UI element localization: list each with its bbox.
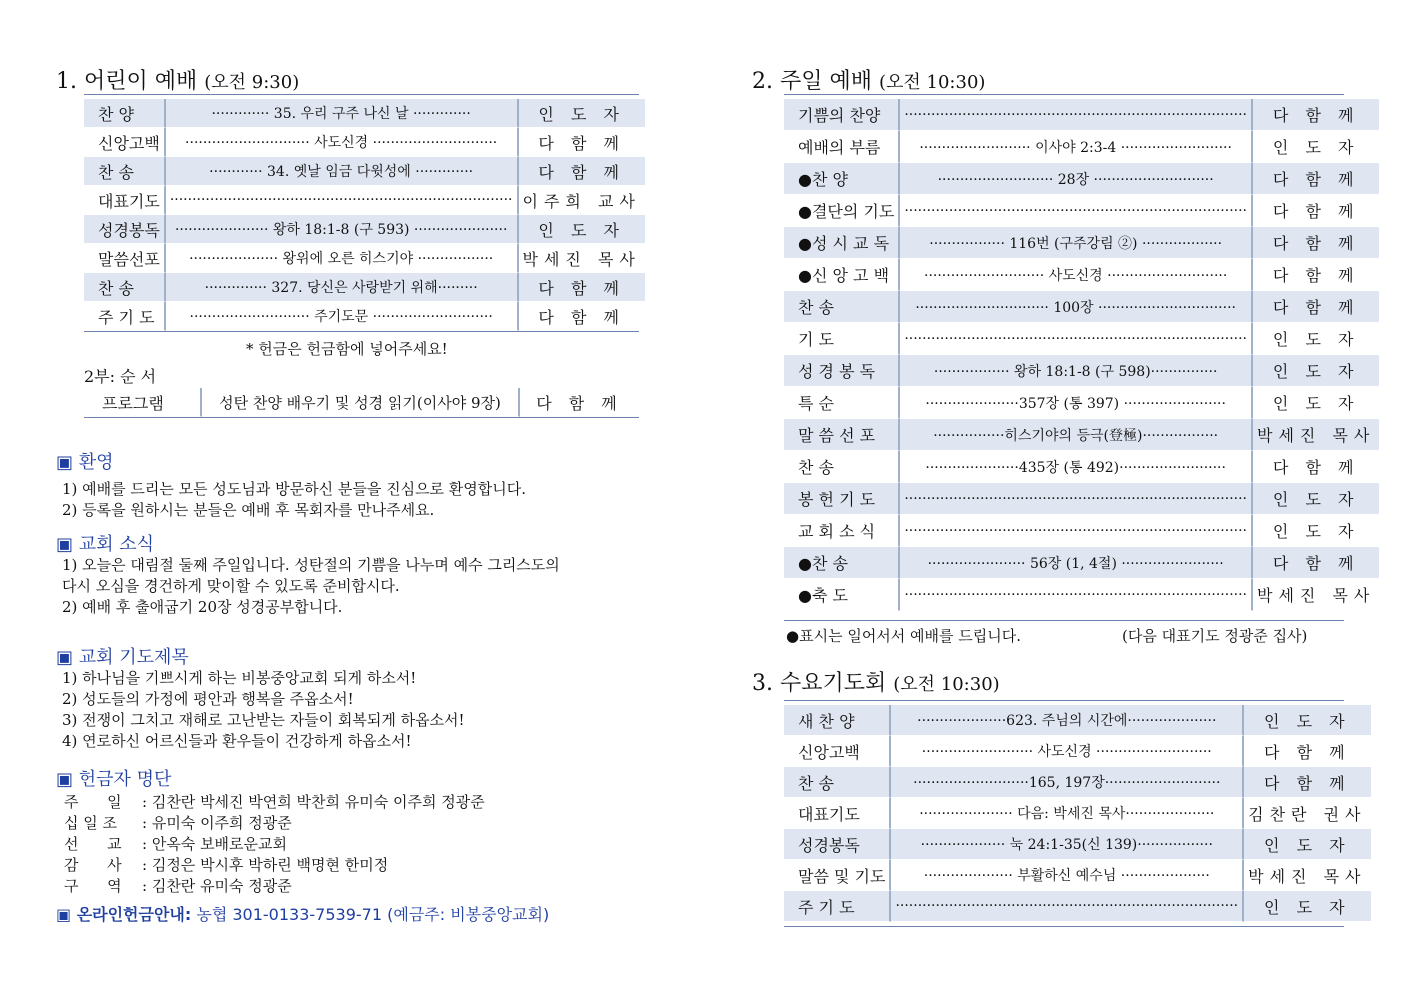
order-item: 찬 송 bbox=[84, 273, 166, 302]
order-leader: 다 함 께 bbox=[1244, 767, 1370, 798]
giver-category: 감 사 bbox=[64, 856, 122, 874]
order-leader: 박세진 목사 bbox=[1253, 419, 1379, 451]
order-content: ············································································· bbox=[900, 579, 1253, 611]
order-leader: 다 함 께 bbox=[1244, 736, 1370, 767]
table-row bbox=[784, 227, 1379, 259]
table-row bbox=[784, 860, 1371, 891]
giver-names: 김정은 박시후 박하린 백명현 한미정 bbox=[151, 856, 389, 874]
giver-names: 김찬란 박세진 박연희 박찬희 유미숙 이주희 정광준 bbox=[151, 793, 485, 811]
part2-label: 2부: 순 서 bbox=[84, 367, 157, 386]
children-service-title bbox=[56, 64, 299, 95]
table-row bbox=[784, 387, 1379, 419]
giver-row bbox=[64, 813, 485, 834]
order-leader: 다 함 께 bbox=[1253, 163, 1379, 195]
list-item: 1) 하나님을 기쁘시게 하는 비봉중앙교회 되게 하소서! bbox=[62, 669, 417, 687]
news-heading: ▣ 교회 소식 bbox=[56, 534, 155, 555]
order-item: 프로그램 bbox=[84, 388, 202, 417]
order-item: 주 기 도 bbox=[784, 891, 891, 922]
order-item: 말씀선포 bbox=[84, 244, 166, 273]
order-content: ························· 이사야 2:3-4 ························· bbox=[900, 131, 1253, 163]
welcome-list bbox=[62, 479, 526, 521]
order-item: ●성 시 교 독 bbox=[784, 227, 900, 259]
order-content: ························· 사도신경 ·························· bbox=[891, 736, 1244, 767]
order-item: 성경봉독 bbox=[84, 215, 166, 244]
welcome-heading: ▣ 환영 bbox=[56, 452, 114, 473]
table-row bbox=[84, 157, 645, 186]
order-leader: 다 함 께 bbox=[519, 273, 645, 302]
table-row bbox=[84, 215, 645, 244]
list-item: 1) 오늘은 대림절 둘째 주일입니다. 성탄절의 기쁨을 나누며 예수 그리스도의 bbox=[62, 556, 560, 574]
order-leader: 다 함 께 bbox=[1253, 259, 1379, 291]
order-item: 기 도 bbox=[784, 323, 900, 355]
prayer-heading: ▣ 교회 기도제목 bbox=[56, 647, 189, 668]
order-content: ····················· 왕하 18:1-8 (구 593) ····················· bbox=[166, 215, 519, 244]
wednesday-order-table bbox=[784, 705, 1371, 922]
order-content: ·············· 327. 당신은 사랑받기 위해········· bbox=[166, 273, 519, 302]
table-row bbox=[784, 195, 1379, 227]
table-row bbox=[784, 323, 1379, 355]
order-item: 말씀 및 기도 bbox=[784, 860, 891, 891]
order-content: ·····················435장 (통 492)························ bbox=[900, 451, 1253, 483]
giver-names: 유미숙 이주희 정광준 bbox=[151, 814, 292, 832]
table-bottom-rule bbox=[784, 620, 1344, 621]
order-item: ●결단의 기도 bbox=[784, 195, 900, 227]
online-offering-label: ▣ 온라인헌금안내: bbox=[56, 905, 192, 924]
table-row bbox=[784, 131, 1379, 163]
giver-category: 십 일 조 bbox=[64, 814, 118, 832]
sunday-order-table bbox=[784, 99, 1379, 611]
list-item: 3) 전쟁이 그치고 재해로 고난받는 자들이 회복되게 하옵소서! bbox=[62, 711, 465, 729]
order-leader: 다 함 께 bbox=[1253, 291, 1379, 323]
order-item: 봉 헌 기 도 bbox=[784, 483, 900, 515]
offering-note: * 헌금은 헌금함에 넣어주세요! bbox=[246, 340, 448, 358]
table-row bbox=[84, 99, 645, 128]
table-row bbox=[784, 579, 1379, 611]
table-row bbox=[784, 259, 1379, 291]
separator: : bbox=[142, 856, 152, 874]
order-content: ············································································· bbox=[900, 99, 1253, 131]
givers-list bbox=[64, 792, 485, 897]
order-leader: 다 함 께 bbox=[1253, 195, 1379, 227]
table-row bbox=[784, 99, 1379, 131]
table-row bbox=[784, 798, 1371, 829]
standing-note: ●표시는 일어서서 예배를 드립니다. bbox=[786, 627, 1022, 645]
order-item: 찬 송 bbox=[784, 767, 891, 798]
order-leader: 박세진 목사 bbox=[1253, 579, 1379, 611]
order-content: ············································································· bbox=[166, 186, 519, 215]
order-item: 말 씀 선 포 bbox=[784, 419, 900, 451]
order-item: 신앙고백 bbox=[784, 736, 891, 767]
order-content: ····················623. 주님의 시간에···················· bbox=[891, 705, 1244, 736]
order-item: 찬 양 bbox=[84, 99, 166, 128]
table-row bbox=[784, 451, 1379, 483]
order-leader: 다 함 께 bbox=[1253, 99, 1379, 131]
order-leader: 인 도 자 bbox=[1253, 515, 1379, 547]
order-leader: 인 도 자 bbox=[1244, 829, 1370, 860]
giver-row bbox=[64, 876, 485, 897]
giver-category: 구 역 bbox=[64, 877, 122, 895]
sunday-service-title bbox=[752, 64, 985, 95]
order-content: ···················· 왕위에 오른 히스기야 ················· bbox=[166, 244, 519, 273]
list-item: 4) 연로하신 어르신들과 환우들이 건강하게 하옵소서! bbox=[62, 732, 412, 750]
giver-row bbox=[64, 834, 485, 855]
order-leader: 인 도 자 bbox=[519, 99, 645, 128]
prayer-list bbox=[62, 668, 465, 752]
order-content: ······························ 100장 ······························· bbox=[900, 291, 1253, 323]
order-item: 대표기도 bbox=[84, 186, 166, 215]
order-leader: 다 함 께 bbox=[520, 388, 639, 417]
giver-names: 김찬란 유미숙 정광준 bbox=[151, 877, 292, 895]
order-content: ············ 34. 옛날 임금 다윗성에 ············· bbox=[166, 157, 519, 186]
children-order-table bbox=[84, 99, 645, 331]
order-content: ··················· 눅 24:1-35(신 139)················· bbox=[891, 829, 1244, 860]
giver-row bbox=[64, 855, 485, 876]
table-row bbox=[84, 388, 639, 417]
list-item: 2) 성도들의 가정에 평안과 행복을 주옵소서! bbox=[62, 690, 354, 708]
table-row bbox=[84, 302, 645, 331]
order-item: 주 기 도 bbox=[84, 302, 166, 331]
order-item: 성경봉독 bbox=[784, 829, 891, 860]
table-row bbox=[784, 767, 1371, 798]
order-content: ······················ 56장 (1, 4절) ······················· bbox=[900, 547, 1253, 579]
table-row bbox=[784, 515, 1379, 547]
order-leader: 다 함 께 bbox=[519, 128, 645, 157]
order-item: ●신 앙 고 백 bbox=[784, 259, 900, 291]
table-row bbox=[784, 705, 1371, 736]
order-content: ············································································· bbox=[900, 323, 1253, 355]
table-bottom-rule bbox=[84, 331, 639, 332]
order-item: 신앙고백 bbox=[84, 128, 166, 157]
order-content: ····················· 다음: 박세진 목사···················· bbox=[891, 798, 1244, 829]
order-content: ················· 116번 (구주강림 ②) ·················· bbox=[900, 227, 1253, 259]
order-content: ················· 왕하 18:1-8 (구 598)··············· bbox=[900, 355, 1253, 387]
separator: : bbox=[142, 835, 152, 853]
order-leader: 다 함 께 bbox=[519, 157, 645, 186]
news-list bbox=[62, 555, 560, 618]
order-leader: 인 도 자 bbox=[1253, 355, 1379, 387]
table-row bbox=[784, 891, 1371, 922]
table-row bbox=[784, 829, 1371, 860]
order-item: ●찬 양 bbox=[784, 163, 900, 195]
order-leader: 인 도 자 bbox=[1244, 891, 1370, 922]
order-leader: 다 함 께 bbox=[1253, 227, 1379, 259]
order-content: ··························165, 197장·························· bbox=[891, 767, 1244, 798]
table-row bbox=[784, 547, 1379, 579]
online-offering-account: 농협 301-0133-7539-71 (예금주: 비봉중앙교회) bbox=[196, 905, 550, 924]
order-item: 특 순 bbox=[784, 387, 900, 419]
order-content: ···················· 부활하신 예수님 ···················· bbox=[891, 860, 1244, 891]
table-row bbox=[784, 736, 1371, 767]
order-item: ●축 도 bbox=[784, 579, 900, 611]
order-leader: 김찬란 권사 bbox=[1244, 798, 1370, 829]
order-item: 찬 송 bbox=[784, 451, 900, 483]
giver-names: 안옥숙 보배로운교회 bbox=[151, 835, 288, 853]
order-leader: 다 함 께 bbox=[519, 302, 645, 331]
table-row bbox=[84, 186, 645, 215]
separator: : bbox=[142, 814, 152, 832]
children-service-time: (오전 9:30) bbox=[204, 72, 300, 93]
online-offering-info bbox=[56, 902, 549, 925]
table-row bbox=[784, 419, 1379, 451]
table-row bbox=[84, 273, 645, 302]
order-leader: 박세진 목사 bbox=[519, 244, 645, 273]
order-item: 찬 송 bbox=[84, 157, 166, 186]
table-row bbox=[784, 483, 1379, 515]
children-service-heading: 1. 어린이 예배 bbox=[56, 69, 198, 94]
order-leader: 박세진 목사 bbox=[1244, 860, 1370, 891]
order-item: 기쁨의 찬양 bbox=[784, 99, 900, 131]
table-bottom-rule bbox=[784, 926, 1344, 927]
list-item: 2) 예배 후 출애굽기 20장 성경공부합니다. bbox=[62, 598, 343, 616]
order-content: ············································································· bbox=[900, 483, 1253, 515]
order-content: ··························· 주기도문 ··························· bbox=[166, 302, 519, 331]
order-leader: 인 도 자 bbox=[1253, 483, 1379, 515]
order-content: 성탄 찬양 배우기 및 성경 읽기(이사야 9장) bbox=[202, 388, 520, 417]
order-content: ············································································· bbox=[900, 515, 1253, 547]
order-leader: 인 도 자 bbox=[1253, 131, 1379, 163]
giver-category: 주 일 bbox=[64, 793, 122, 811]
order-content: ···························· 사도신경 ···························· bbox=[166, 128, 519, 157]
sunday-service-heading: 2. 주일 예배 bbox=[752, 69, 872, 94]
order-content: ·····················357장 (통 397) ······················· bbox=[900, 387, 1253, 419]
table-row bbox=[84, 244, 645, 273]
table-row bbox=[84, 128, 645, 157]
list-item: 1) 예배를 드리는 모든 성도님과 방문하신 분들을 진심으로 환영합니다. bbox=[62, 480, 527, 498]
order-leader: 인 도 자 bbox=[1253, 323, 1379, 355]
order-content: ················히스기야의 등극(登極)················· bbox=[900, 419, 1253, 451]
table-row bbox=[784, 355, 1379, 387]
list-item: 다시 오심을 경건하게 맞이할 수 있도록 준비합시다. bbox=[62, 577, 400, 595]
separator: : bbox=[142, 877, 152, 895]
sunday-service-time: (오전 10:30) bbox=[879, 72, 986, 93]
order-item: 새 찬 양 bbox=[784, 705, 891, 736]
order-item: 예배의 부름 bbox=[784, 131, 900, 163]
table-row bbox=[784, 291, 1379, 323]
wednesday-service-time: (오전 10:30) bbox=[893, 674, 1000, 695]
order-item: 성 경 봉 독 bbox=[784, 355, 900, 387]
order-content: ············································································· bbox=[900, 195, 1253, 227]
table-row bbox=[784, 163, 1379, 195]
list-item: 2) 등록을 원하시는 분들은 예배 후 목회자를 만나주세요. bbox=[62, 501, 435, 519]
order-content: ··························· 사도신경 ··························· bbox=[900, 259, 1253, 291]
givers-heading: ▣ 헌금자 명단 bbox=[56, 769, 172, 790]
order-content: ·························· 28장 ··························· bbox=[900, 163, 1253, 195]
giver-category: 선 교 bbox=[64, 835, 122, 853]
order-item: ●찬 송 bbox=[784, 547, 900, 579]
next-prayer-note: (다음 대표기도 정광준 집사) bbox=[1122, 627, 1308, 645]
separator: : bbox=[142, 793, 152, 811]
order-item: 교 회 소 식 bbox=[784, 515, 900, 547]
order-leader: 인 도 자 bbox=[519, 215, 645, 244]
order-leader: 인 도 자 bbox=[1244, 705, 1370, 736]
order-leader: 다 함 께 bbox=[1253, 547, 1379, 579]
order-leader: 다 함 께 bbox=[1253, 451, 1379, 483]
order-leader: 이주희 교사 bbox=[519, 186, 645, 215]
program-table bbox=[84, 388, 639, 417]
order-item: 찬 송 bbox=[784, 291, 900, 323]
order-content: ············· 35. 우리 구주 나신 날 ············· bbox=[166, 99, 519, 128]
wednesday-service-title bbox=[752, 666, 1000, 697]
order-content: ············································································· bbox=[891, 891, 1244, 922]
order-item: 대표기도 bbox=[784, 798, 891, 829]
giver-row bbox=[64, 792, 485, 813]
order-leader: 인 도 자 bbox=[1253, 387, 1379, 419]
wednesday-service-heading: 3. 수요기도회 bbox=[752, 671, 887, 696]
table-bottom-rule bbox=[84, 417, 639, 418]
